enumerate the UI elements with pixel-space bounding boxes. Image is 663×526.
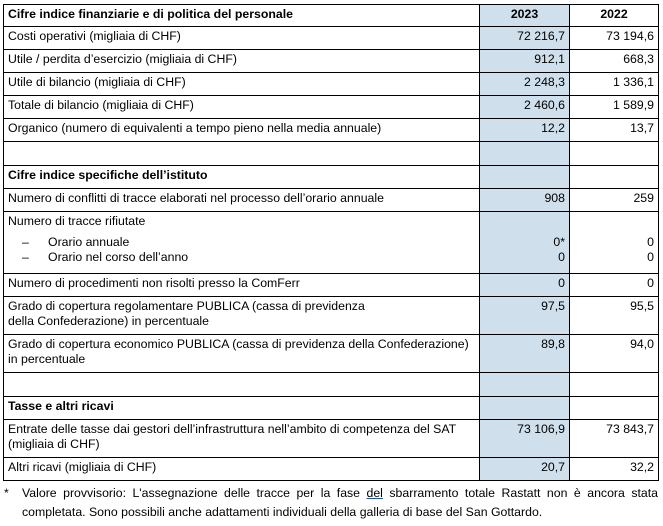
header-cell xyxy=(570,397,659,420)
column-header-2023: 2023 xyxy=(480,5,570,27)
value-2023: 72 216,7 xyxy=(480,27,570,50)
value-2023-during-year: 0 xyxy=(558,250,565,264)
value-2023: 20,7 xyxy=(480,458,570,481)
row-label: Utile / perdita d’esercizio (migliaia di CHF) xyxy=(4,50,480,73)
value-2023: 97,5 xyxy=(480,297,570,335)
row-label: Entrate delle tasse dai gestori dell’infrastruttura nell’ambito di competenza del SAT (migliaia di CHF) xyxy=(4,420,480,458)
row-label: Altri ricavi (migliaia di CHF) xyxy=(4,458,480,481)
value-2023: 2 460,6 xyxy=(480,96,570,119)
value-2023: 12,2 xyxy=(480,119,570,142)
value-2022 xyxy=(570,212,659,274)
value-2022: 1 589,9 xyxy=(570,96,659,119)
dash-bullet: – xyxy=(22,235,29,249)
value-2022: 13,7 xyxy=(570,119,659,142)
row-label: Numero di tracce rifiutate xyxy=(8,214,146,228)
footnote-mark: * xyxy=(4,486,9,500)
spacer-cell xyxy=(480,373,570,397)
section-header-row xyxy=(4,166,659,189)
table-row xyxy=(4,27,659,50)
table-row xyxy=(4,335,659,373)
section-title-fees: Tasse e altri ricavi xyxy=(4,397,480,420)
table-row xyxy=(4,212,659,274)
footnote-text xyxy=(22,484,658,522)
table-row xyxy=(4,274,659,297)
sub-item-label: Orario annuale xyxy=(48,235,130,249)
spacer-cell xyxy=(480,142,570,166)
value-2023: 0 xyxy=(480,274,570,297)
header-row xyxy=(4,5,659,27)
value-2022: 73 843,7 xyxy=(570,420,659,458)
spacer-cell xyxy=(4,373,480,397)
key-figures-table xyxy=(3,4,659,481)
value-2023 xyxy=(480,212,570,274)
header-cell xyxy=(570,166,659,189)
row-label: Totale di bilancio (migliaia di CHF) xyxy=(4,96,480,119)
row-label: Grado di copertura economico PUBLICA (cassa di previdenza della Confederazione) in percentuale xyxy=(4,335,480,373)
table-row xyxy=(4,50,659,73)
row-label: Numero di conflitti di tracce elaborati nel processo dell’orario annuale xyxy=(4,189,480,212)
value-2023: 2 248,3 xyxy=(480,73,570,96)
footnote-text-end: sbarramento totale Rastatt non è ancora stata completata. Sono possibili anche adattamenti individuali della galleria di base del San Gottardo. xyxy=(22,486,658,519)
table-row xyxy=(4,420,659,458)
section-title-institute: Cifre indice specifiche dell’istituto xyxy=(4,166,480,189)
value-2022: 32,2 xyxy=(570,458,659,481)
footnote-text-start: Valore provvisorio: L'assegnazione delle tracce per la fase xyxy=(22,486,367,500)
table-row xyxy=(4,189,659,212)
row-label: Organico (numero di equivalenti a tempo pieno nella media annuale) xyxy=(4,119,480,142)
table-row xyxy=(4,458,659,481)
value-2023: 912,1 xyxy=(480,50,570,73)
section-header-row xyxy=(4,397,659,420)
value-2023: 908 xyxy=(480,189,570,212)
table-row xyxy=(4,297,659,335)
value-2022-annual: 0 xyxy=(647,235,654,249)
value-2023-annual: 0* xyxy=(553,235,565,249)
dash-bullet: – xyxy=(22,250,29,264)
value-2022: 73 194,6 xyxy=(570,27,659,50)
sub-item xyxy=(8,235,475,250)
row-label: Grado di copertura regolamentare PUBLICA (cassa di previdenza della Confederazione) in percentuale xyxy=(4,297,480,335)
value-2022: 95,5 xyxy=(570,297,659,335)
value-2023: 73 106,9 xyxy=(480,420,570,458)
column-header-2022: 2022 xyxy=(570,5,659,27)
value-2023: 89,8 xyxy=(480,335,570,373)
table-row xyxy=(4,73,659,96)
spacer-row xyxy=(4,142,659,166)
value-2022: 1 336,1 xyxy=(570,73,659,96)
row-label: Numero di procedimenti non risolti presso la ComFerr xyxy=(4,274,480,297)
value-2022: 0 xyxy=(570,274,659,297)
value-2022: 668,3 xyxy=(570,50,659,73)
row-label: Utile di bilancio (migliaia di CHF) xyxy=(4,73,480,96)
footnote-underlined-word: del xyxy=(366,486,383,500)
table-row xyxy=(4,119,659,142)
footnote xyxy=(4,484,658,522)
value-2022-during-year: 0 xyxy=(647,250,654,264)
spacer-cell xyxy=(570,373,659,397)
sub-item-label: Orario nel corso dell’anno xyxy=(48,250,189,264)
spacer-cell xyxy=(570,142,659,166)
sub-item xyxy=(8,250,475,265)
table-row xyxy=(4,96,659,119)
header-cell xyxy=(480,166,570,189)
section-title-financial: Cifre indice finanziarie e di politica del personale xyxy=(4,5,480,27)
header-cell xyxy=(480,397,570,420)
spacer-cell xyxy=(4,142,480,166)
rejected-routes-cell xyxy=(4,212,480,274)
value-2022: 94,0 xyxy=(570,335,659,373)
spacer-row xyxy=(4,373,659,397)
value-2022: 259 xyxy=(570,189,659,212)
row-label: Costi operativi (migliaia di CHF) xyxy=(4,27,480,50)
